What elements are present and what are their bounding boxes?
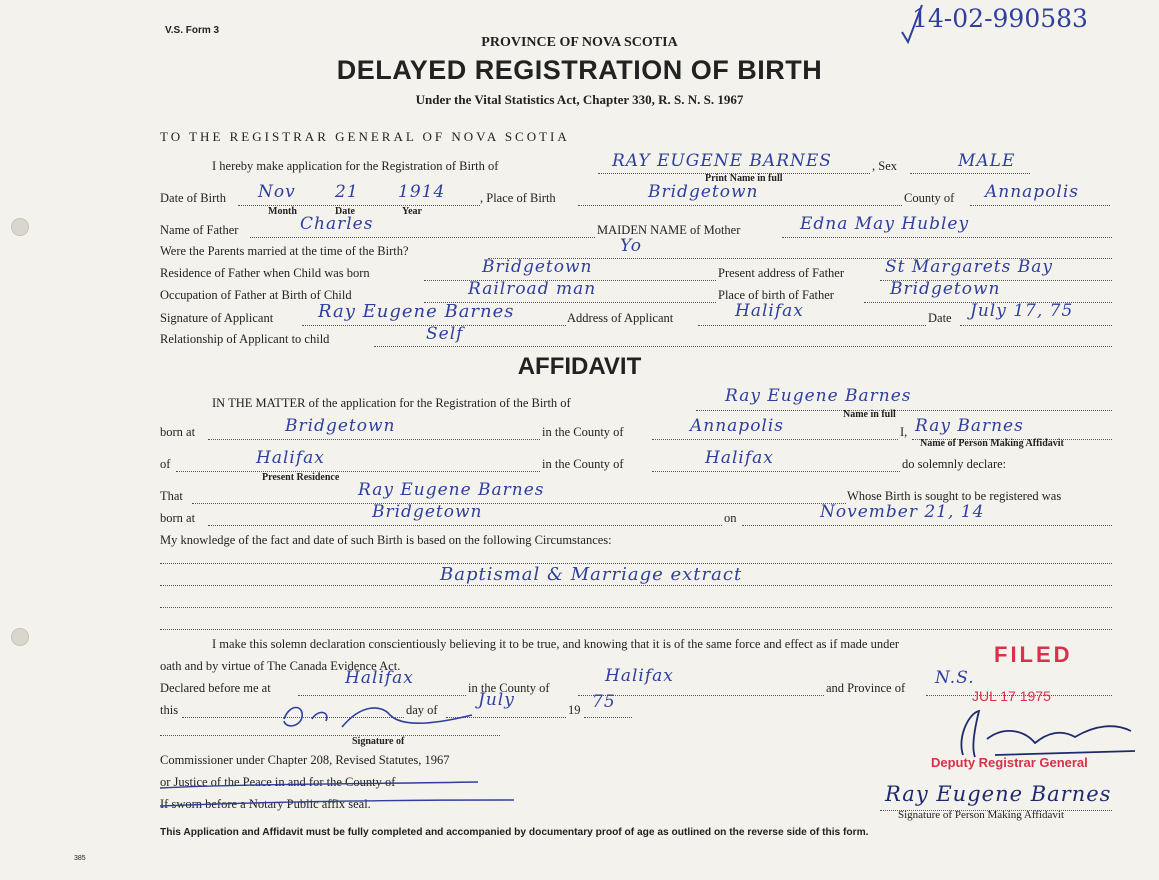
relationship-label: Relationship of Applicant to child [160, 332, 330, 346]
county-value: Annapolis [985, 182, 1080, 202]
affidavit-intro: IN THE MATTER of the application for the Registration of the Birth of [212, 396, 571, 410]
dotted-rule [208, 439, 540, 440]
affiant-signature: Ray Eugene Barnes [885, 782, 1112, 806]
dotted-rule [192, 503, 846, 504]
page-title: DELAYED REGISTRATION OF BIRTH [336, 55, 823, 85]
this-label: this [160, 703, 179, 717]
dotted-rule [970, 205, 1110, 206]
married-label: Were the Parents married at the time of the Birth? [160, 244, 409, 258]
commissioner-signature [272, 697, 492, 737]
print-name-label: Print Name in full [705, 173, 783, 184]
name-in-full-label: Name in full [843, 409, 896, 420]
justice-line: or Justice of the Peace in and for the County of [160, 775, 396, 789]
declaration-line-1: I make this solemn declaration conscientiously believing it to be true, and knowing that it is of the same force and effect as if made under [212, 637, 900, 651]
born-county-value: Annapolis [690, 416, 785, 436]
application-date-value: July 17, 75 [970, 301, 1074, 321]
punch-hole [11, 628, 29, 646]
corner-code: 385 [74, 855, 86, 862]
declare-label: do solemnly declare: [902, 457, 1007, 471]
application-intro: I hereby make application for the Registration of Birth of [212, 159, 499, 173]
residence-father-value: Bridgetown [482, 257, 593, 277]
of-label: of [160, 457, 171, 471]
on-label: on [724, 511, 737, 525]
affidavit-name-value: Ray Eugene Barnes [725, 386, 912, 406]
dob-month-value: Nov [258, 182, 296, 202]
strike-through [158, 780, 518, 810]
in-county-label-2: in the County of [542, 457, 624, 471]
dotted-rule [652, 471, 900, 472]
mother-label: MAIDEN NAME of Mother [597, 223, 741, 237]
dotted-rule [698, 325, 926, 326]
reference-number: 14-02-990583 [912, 4, 1088, 33]
born-at-value: Bridgetown [285, 416, 396, 436]
signature-of-label: Signature of [352, 736, 405, 747]
commissioner-line: Commissioner under Chapter 208, Revised Statutes, 1967 [160, 753, 450, 767]
deponent-label: Name of Person Making Affidavit [920, 438, 1064, 449]
dotted-rule [742, 525, 1112, 526]
dob-label: Date of Birth [160, 191, 226, 205]
year-label: Year [402, 206, 422, 217]
occupation-value: Railroad man [468, 279, 597, 299]
dotted-rule [160, 585, 1112, 586]
declared-year-value: 75 [592, 692, 616, 712]
applicant-address-label: Address of Applicant [567, 311, 674, 325]
declared-month-value: July [478, 690, 515, 710]
present-residence-label: Present Residence [262, 472, 340, 483]
father-label: Name of Father [160, 223, 239, 237]
that-name-value: Ray Eugene Barnes [358, 480, 545, 500]
dotted-rule [160, 735, 500, 736]
footer-note: This Application and Affidavit must be fully completed and accompanied by documentary proof of age as outlined on the reverse side of this form. [160, 827, 869, 838]
dotted-rule [160, 607, 1112, 608]
dotted-rule [910, 173, 1030, 174]
province-of-label: and Province of [826, 681, 906, 695]
occupation-label: Occupation of Father at Birth of Child [160, 288, 352, 302]
mother-value: Edna May Hubley [800, 214, 970, 234]
birth-date-value: November 21, 14 [820, 502, 985, 522]
declaration-line-2: oath and by virtue of The Canada Evidence Act. [160, 659, 401, 673]
form-number: V.S. Form 3 [165, 25, 220, 36]
declared-county-value: Halifax [605, 666, 674, 686]
applicant-signature-label: Signature of Applicant [160, 311, 274, 325]
notary-line: If sworn before a Notary Public affix seal. [160, 797, 371, 811]
dotted-rule [960, 325, 1112, 326]
circumstances-value: Baptismal & Marriage extract [440, 564, 743, 585]
i-label: I, [900, 425, 908, 439]
sex-label: , Sex [872, 159, 897, 173]
dotted-rule [208, 525, 722, 526]
present-address-label: Present address of Father [718, 266, 845, 280]
dotted-rule [374, 346, 1112, 347]
knowledge-label: My knowledge of the fact and date of such Birth is based on the following Circumstances: [160, 533, 612, 547]
dob-day-value: 21 [335, 182, 359, 202]
residence-county-value: Halifax [705, 448, 774, 468]
dotted-rule [584, 717, 632, 718]
applicant-name-value: RAY EUGENE BARNES [612, 151, 832, 171]
deponent-value: Ray Barnes [915, 416, 1024, 436]
in-county-label: in the County of [542, 425, 624, 439]
declared-county-label: in the County of [468, 681, 550, 695]
applicant-address-value: Halifax [735, 301, 804, 321]
that-label: That [160, 489, 183, 503]
dotted-rule [160, 629, 1112, 630]
registrar-signature [935, 703, 1145, 761]
declared-before-label: Declared before me at [160, 681, 271, 695]
dotted-rule [652, 439, 898, 440]
act-subtitle: Under the Vital Statistics Act, Chapter 330, R. S. N. S. 1967 [415, 92, 744, 107]
place-of-birth-value: Bridgetown [648, 182, 759, 202]
dotted-rule [298, 695, 466, 696]
application-date-label: Date [928, 311, 952, 325]
month-label: Month [268, 206, 297, 217]
father-value: Charles [300, 214, 374, 234]
date-label: Date [335, 206, 355, 217]
affidavit-heading: AFFIDAVIT [517, 353, 642, 380]
county-label: County of [904, 191, 955, 205]
affiant-signature-label: Signature of Person Making Affidavit [898, 809, 1064, 821]
filed-date-stamp: JUL 17 1975 [972, 688, 1051, 704]
sex-value: MALE [958, 151, 1016, 171]
whose-birth-label: Whose Birth is sought to be registered was [847, 489, 1062, 503]
dob-year-value: 1914 [398, 182, 446, 202]
father-pob-label: Place of birth of Father [718, 288, 834, 302]
born-at-label-2: born at [160, 511, 196, 525]
born-at-label: born at [160, 425, 196, 439]
day-of-label: day of [406, 703, 438, 717]
married-value: Yo [620, 236, 642, 256]
addressee-line: TO THE REGISTRAR GENERAL OF NOVA SCOTIA [160, 129, 570, 144]
residence-father-label: Residence of Father when Child was born [160, 266, 370, 280]
declared-province-value: N.S. [935, 668, 975, 688]
place-of-birth-label: , Place of Birth [480, 191, 556, 205]
dotted-rule [176, 471, 540, 472]
punch-hole [11, 218, 29, 236]
dotted-rule [696, 410, 1112, 411]
dotted-rule [782, 237, 1112, 238]
province-heading: PROVINCE OF NOVA SCOTIA [481, 35, 678, 50]
dotted-rule [578, 205, 902, 206]
dotted-rule [250, 237, 595, 238]
deputy-registrar-stamp: Deputy Registrar General [931, 755, 1088, 770]
father-pob-value: Bridgetown [890, 279, 1001, 299]
relationship-value: Self [426, 324, 464, 344]
residence-value: Halifax [256, 448, 325, 468]
born-at-value-2: Bridgetown [372, 502, 483, 522]
declared-at-value: Halifax [345, 668, 414, 688]
applicant-signature-value: Ray Eugene Barnes [318, 301, 515, 322]
filed-stamp: FILED [994, 642, 1073, 667]
present-address-value: St Margarets Bay [885, 257, 1053, 277]
year-prefix: 19 [568, 703, 581, 717]
